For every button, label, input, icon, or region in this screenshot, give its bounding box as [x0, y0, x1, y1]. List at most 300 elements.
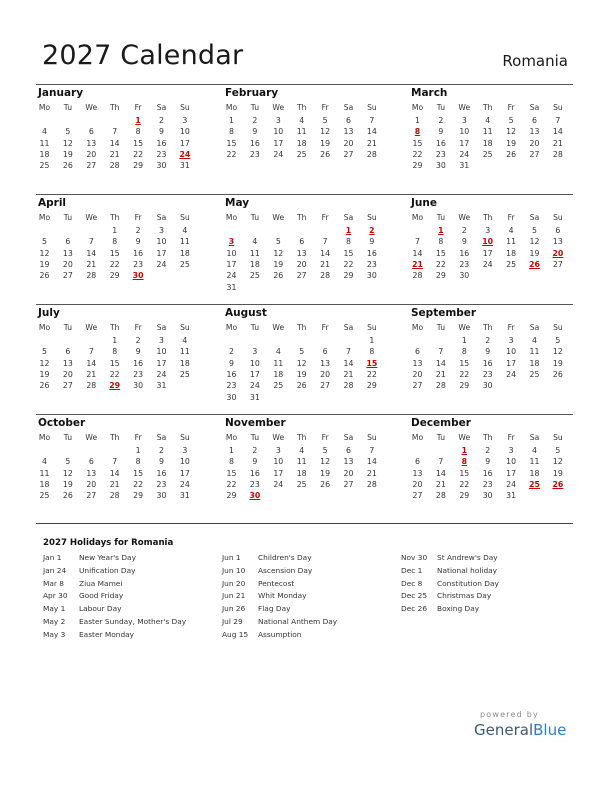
holiday-date: Jun 1 [222, 553, 241, 562]
day-cell: 21 [366, 468, 377, 478]
day-cell: 28 [435, 381, 446, 391]
day-cell: 9 [252, 457, 258, 467]
day-cell: 17 [506, 358, 517, 368]
day-cell: 11 [179, 237, 190, 247]
day-cell: 4 [508, 226, 514, 235]
day-cell: 27 [86, 161, 97, 171]
holiday-date: Jan 24 [43, 565, 67, 575]
day-cell: 6 [555, 226, 561, 235]
day-cell: 26 [320, 149, 331, 159]
day-cell: 15 [459, 468, 470, 478]
day-cell: 15 [226, 138, 237, 148]
day-cell: 20 [320, 369, 331, 379]
day-cell: 27 [62, 271, 73, 281]
day-cell: 27 [343, 479, 354, 489]
day-cell: 7 [369, 116, 375, 125]
band-divider [36, 84, 573, 85]
month-name: June [411, 197, 437, 209]
day-cell: 28 [320, 271, 331, 281]
day-cell: 1 [112, 336, 118, 345]
day-cell: 27 [62, 381, 73, 391]
day-cell: 4 [299, 446, 305, 455]
day-cell: 6 [299, 237, 305, 247]
weekday-label: Mo [411, 213, 424, 222]
day-cell: 3 [252, 347, 258, 357]
weekday-label: Mo [38, 433, 51, 442]
day-cell: 17 [226, 259, 237, 269]
day-cell: 21 [320, 259, 331, 269]
day-cell: 23 [482, 369, 493, 379]
weekday-label: Tu [63, 213, 73, 222]
day-cell: 29 [366, 381, 377, 391]
day-cell: 8 [135, 127, 141, 137]
day-cell: 19 [296, 369, 307, 379]
holiday-day-cell: 29 [109, 381, 121, 391]
holiday-name: Boxing Day [437, 604, 480, 614]
day-cell: 26 [273, 271, 284, 281]
day-cell: 13 [296, 248, 307, 258]
day-cell: 23 [249, 149, 260, 159]
day-cell: 21 [366, 138, 377, 148]
day-cell: 18 [39, 149, 50, 159]
day-cell: 4 [182, 226, 188, 235]
day-cell: 3 [508, 446, 514, 455]
band-divider [36, 194, 573, 195]
holiday-date: Aug 15 [222, 629, 249, 639]
holiday-date: Jan 1 [43, 553, 62, 562]
day-cell: 24 [179, 479, 190, 489]
day-cell: 30 [482, 381, 493, 391]
day-cell: 25 [39, 161, 50, 171]
day-cell: 1 [461, 336, 467, 345]
day-cell: 9 [485, 457, 491, 467]
day-cell: 31 [249, 392, 260, 402]
day-cell: 14 [552, 127, 563, 137]
day-cell: 3 [159, 226, 164, 235]
weekday-label: Su [553, 213, 563, 222]
day-cell: 30 [435, 161, 446, 171]
day-cell: 20 [86, 479, 97, 489]
day-cell: 23 [226, 381, 237, 391]
day-cell: 17 [459, 138, 470, 148]
day-cell: 1 [112, 226, 118, 235]
day-cell: 28 [86, 271, 97, 281]
day-cell: 27 [412, 381, 423, 391]
day-cell: 10 [273, 127, 284, 137]
day-cell: 29 [435, 271, 446, 281]
day-cell: 12 [552, 347, 563, 357]
holiday-day-cell: 30 [249, 491, 261, 501]
day-cell: 16 [156, 138, 167, 148]
day-cell: 14 [366, 127, 377, 137]
holiday-date: May 3 [43, 629, 66, 639]
day-cell: 11 [296, 127, 307, 137]
brand-logo[interactable] [474, 721, 566, 739]
day-cell: 9 [229, 358, 234, 368]
page-title: 2027 Calendar [42, 40, 244, 71]
day-cell: 14 [86, 248, 97, 258]
weekday-label: Sa [529, 103, 540, 112]
day-cell: 13 [86, 468, 97, 478]
weekday-label: Th [296, 433, 307, 442]
day-cell: 8 [461, 347, 467, 357]
day-cell: 11 [249, 248, 260, 258]
day-cell: 9 [159, 457, 164, 467]
day-cell: 4 [532, 446, 537, 455]
day-cell: 5 [65, 457, 71, 467]
day-cell: 12 [529, 237, 540, 247]
day-cell: 10 [506, 457, 517, 467]
day-cell: 25 [179, 369, 190, 379]
day-cell: 22 [366, 369, 377, 379]
weekday-label: Su [180, 323, 190, 332]
day-cell: 18 [506, 248, 517, 258]
day-cell: 24 [506, 479, 517, 489]
weekday-label: Tu [436, 433, 446, 442]
weekday-label: Th [296, 103, 307, 112]
day-cell: 14 [412, 248, 423, 258]
day-cell: 24 [226, 271, 237, 281]
day-cell: 20 [296, 259, 307, 269]
weekday-label: Sa [529, 433, 540, 442]
day-cell: 27 [412, 491, 423, 501]
day-cell: 29 [109, 271, 120, 281]
day-cell: 13 [552, 237, 563, 247]
month-name: August [225, 307, 267, 319]
day-cell: 4 [485, 116, 491, 125]
day-cell: 16 [482, 468, 493, 478]
day-cell: 16 [249, 468, 260, 478]
day-cell: 25 [179, 259, 190, 269]
day-cell: 13 [320, 358, 331, 368]
day-cell: 7 [438, 457, 444, 467]
day-cell: 6 [346, 446, 351, 455]
weekday-label: Mo [225, 213, 238, 222]
day-cell: 18 [529, 468, 540, 478]
day-cell: 17 [179, 468, 190, 478]
day-cell: 8 [438, 237, 444, 247]
day-cell: 7 [112, 457, 118, 467]
weekday-label: Th [109, 433, 120, 442]
day-cell: 19 [62, 479, 73, 489]
day-cell: 6 [415, 347, 420, 357]
day-cell: 25 [39, 491, 50, 501]
day-cell: 18 [249, 259, 260, 269]
day-cell: 9 [369, 237, 375, 247]
day-cell: 24 [459, 149, 470, 159]
day-cell: 25 [296, 149, 307, 159]
day-cell: 31 [179, 161, 190, 171]
weekday-label: We [85, 213, 98, 222]
day-cell: 2 [135, 336, 141, 345]
holiday-name: Pentecost [258, 578, 295, 588]
holidays-title: 2027 Holidays for Romania [43, 538, 174, 548]
day-cell: 4 [182, 336, 188, 345]
day-cell: 28 [343, 381, 354, 391]
day-cell: 18 [296, 468, 307, 478]
day-cell: 22 [109, 259, 120, 269]
day-cell: 16 [133, 248, 144, 258]
day-cell: 31 [506, 491, 517, 501]
weekday-label: Mo [38, 213, 51, 222]
weekday-label: We [272, 103, 285, 112]
day-cell: 10 [156, 347, 167, 357]
day-cell: 8 [369, 347, 375, 357]
weekday-label: Su [367, 323, 377, 332]
day-cell: 10 [459, 127, 470, 137]
day-cell: 4 [275, 347, 281, 357]
day-cell: 12 [39, 358, 50, 368]
day-cell: 21 [435, 369, 446, 379]
day-cell: 11 [273, 358, 284, 368]
weekday-label: Fr [134, 323, 142, 332]
day-cell: 15 [133, 138, 144, 148]
day-cell: 20 [62, 259, 73, 269]
weekday-label: Fr [134, 433, 142, 442]
day-cell: 11 [529, 347, 540, 357]
day-cell: 26 [39, 381, 50, 391]
day-cell: 3 [485, 226, 491, 235]
holiday-day-cell: 1 [461, 446, 468, 455]
weekday-label: Mo [225, 433, 238, 442]
weekday-label: Th [482, 433, 493, 442]
day-cell: 12 [320, 457, 331, 467]
day-cell: 18 [296, 138, 307, 148]
weekday-label: Su [553, 323, 563, 332]
day-cell: 30 [459, 271, 470, 281]
day-cell: 22 [459, 369, 470, 379]
holiday-day-cell: 25 [529, 479, 540, 489]
country-label: Romania [502, 52, 568, 70]
holiday-day-cell: 30 [132, 271, 144, 281]
weekday-label: We [272, 323, 285, 332]
day-cell: 1 [369, 336, 375, 345]
day-cell: 19 [552, 468, 563, 478]
weekday-label: We [85, 103, 98, 112]
day-cell: 29 [226, 491, 237, 501]
holiday-name: Constitution Day [437, 578, 499, 588]
day-cell: 24 [506, 369, 517, 379]
weekday-label: Mo [225, 323, 238, 332]
day-cell: 27 [86, 491, 97, 501]
day-cell: 13 [343, 127, 354, 137]
weekday-label: Mo [411, 323, 424, 332]
day-cell: 22 [343, 259, 354, 269]
day-cell: 29 [343, 271, 354, 281]
weekday-label: We [458, 213, 471, 222]
day-cell: 21 [552, 138, 563, 148]
day-cell: 3 [182, 446, 188, 455]
day-cell: 7 [346, 347, 351, 357]
day-cell: 23 [482, 479, 493, 489]
day-cell: 8 [112, 347, 118, 357]
weekday-label: Su [180, 433, 190, 442]
day-cell: 5 [299, 347, 305, 357]
day-cell: 6 [65, 237, 71, 247]
day-cell: 17 [156, 248, 167, 258]
day-cell: 5 [65, 127, 71, 137]
day-cell: 6 [88, 127, 94, 137]
brand-general: General [474, 721, 534, 739]
day-cell: 17 [506, 468, 517, 478]
day-cell: 20 [62, 369, 73, 379]
day-cell: 20 [343, 468, 354, 478]
day-cell: 13 [412, 468, 423, 478]
weekday-label: We [85, 323, 98, 332]
day-cell: 30 [366, 271, 377, 281]
day-cell: 15 [412, 138, 423, 148]
day-cell: 2 [159, 116, 164, 125]
day-cell: 2 [485, 336, 491, 345]
day-cell: 11 [39, 138, 50, 148]
day-cell: 10 [506, 347, 517, 357]
day-cell: 10 [249, 358, 260, 368]
day-cell: 5 [275, 237, 281, 247]
holiday-day-cell: 3 [228, 237, 235, 247]
weekday-label: We [458, 323, 471, 332]
day-cell: 12 [320, 127, 331, 137]
day-cell: 23 [366, 259, 377, 269]
day-cell: 12 [296, 358, 307, 368]
weekday-label: Mo [411, 433, 424, 442]
day-cell: 17 [156, 358, 167, 368]
holiday-name: New Year's Day [79, 553, 136, 562]
day-cell: 21 [86, 369, 97, 379]
day-cell: 22 [226, 149, 237, 159]
day-cell: 15 [226, 468, 237, 478]
day-cell: 12 [506, 127, 517, 137]
day-cell: 28 [109, 491, 120, 501]
weekday-label: Tu [250, 433, 260, 442]
day-cell: 18 [179, 248, 190, 258]
day-cell: 13 [343, 457, 354, 467]
day-cell: 24 [156, 259, 167, 269]
day-cell: 10 [179, 127, 190, 137]
month-name: January [38, 87, 84, 99]
day-cell: 25 [482, 149, 493, 159]
day-cell: 29 [412, 161, 423, 171]
weekday-label: We [85, 433, 98, 442]
month-name: December [411, 417, 471, 429]
weekday-label: Su [180, 213, 190, 222]
day-cell: 6 [532, 116, 537, 125]
day-cell: 1 [229, 446, 234, 455]
day-cell: 12 [62, 138, 73, 148]
day-cell: 13 [62, 248, 73, 258]
day-cell: 2 [438, 116, 444, 125]
day-cell: 8 [229, 127, 234, 137]
day-cell: 28 [109, 161, 120, 171]
day-cell: 30 [133, 381, 144, 391]
weekday-label: Fr [134, 213, 142, 222]
weekday-label: Mo [38, 103, 51, 112]
day-cell: 17 [273, 138, 284, 148]
day-cell: 25 [296, 479, 307, 489]
day-cell: 28 [366, 149, 377, 159]
holiday-day-cell: 26 [552, 479, 564, 489]
day-cell: 15 [109, 358, 120, 368]
weekday-label: Fr [507, 433, 515, 442]
day-cell: 3 [182, 116, 188, 125]
day-cell: 18 [179, 358, 190, 368]
weekday-label: Th [482, 213, 493, 222]
day-cell: 23 [459, 259, 470, 269]
day-cell: 14 [109, 138, 120, 148]
weekday-label: Th [109, 213, 120, 222]
day-cell: 16 [249, 138, 260, 148]
day-cell: 28 [435, 491, 446, 501]
day-cell: 19 [552, 358, 563, 368]
weekday-label: Th [109, 323, 120, 332]
day-cell: 6 [88, 457, 94, 467]
day-cell: 8 [229, 457, 234, 467]
holiday-date: Dec 8 [401, 578, 423, 588]
day-cell: 16 [459, 248, 470, 258]
day-cell: 10 [156, 237, 167, 247]
day-cell: 17 [273, 468, 284, 478]
weekday-label: Su [367, 433, 377, 442]
band-divider [36, 523, 573, 524]
month-name: October [38, 417, 86, 429]
holiday-date: Jun 20 [222, 578, 246, 588]
day-cell: 6 [346, 116, 351, 125]
day-cell: 10 [273, 457, 284, 467]
day-cell: 7 [369, 446, 375, 455]
weekday-label: Su [180, 103, 190, 112]
day-cell: 24 [273, 149, 284, 159]
day-cell: 22 [133, 149, 144, 159]
weekday-label: Th [296, 323, 307, 332]
holiday-date: Dec 25 [401, 591, 428, 601]
month-name: November [225, 417, 286, 429]
day-cell: 5 [322, 446, 328, 455]
weekday-label: Su [367, 213, 377, 222]
day-cell: 26 [62, 491, 73, 501]
day-cell: 1 [415, 116, 420, 125]
weekday-label: Tu [250, 213, 260, 222]
day-cell: 31 [226, 282, 237, 292]
day-cell: 4 [532, 336, 537, 345]
day-cell: 10 [226, 248, 237, 258]
day-cell: 31 [459, 161, 470, 171]
day-cell: 16 [366, 248, 377, 258]
weekday-label: Fr [507, 103, 515, 112]
day-cell: 5 [42, 237, 47, 247]
day-cell: 15 [435, 248, 446, 258]
weekday-label: Sa [156, 433, 167, 442]
day-cell: 26 [506, 149, 517, 159]
month-name: April [38, 197, 67, 209]
weekday-label: Mo [411, 103, 424, 112]
holiday-name: Easter Monday [79, 629, 135, 639]
day-cell: 19 [39, 259, 50, 269]
day-cell: 7 [88, 237, 94, 247]
band-divider [36, 414, 573, 415]
day-cell: 2 [159, 446, 164, 455]
day-cell: 2 [485, 446, 491, 455]
day-cell: 22 [459, 479, 470, 489]
day-cell: 26 [62, 161, 73, 171]
holiday-day-cell: 20 [552, 248, 564, 258]
day-cell: 29 [133, 491, 144, 501]
day-cell: 16 [482, 358, 493, 368]
day-cell: 7 [415, 237, 420, 247]
day-cell: 22 [226, 479, 237, 489]
day-cell: 27 [552, 259, 563, 269]
day-cell: 3 [159, 336, 164, 345]
day-cell: 23 [133, 259, 144, 269]
weekday-label: Fr [134, 103, 142, 112]
